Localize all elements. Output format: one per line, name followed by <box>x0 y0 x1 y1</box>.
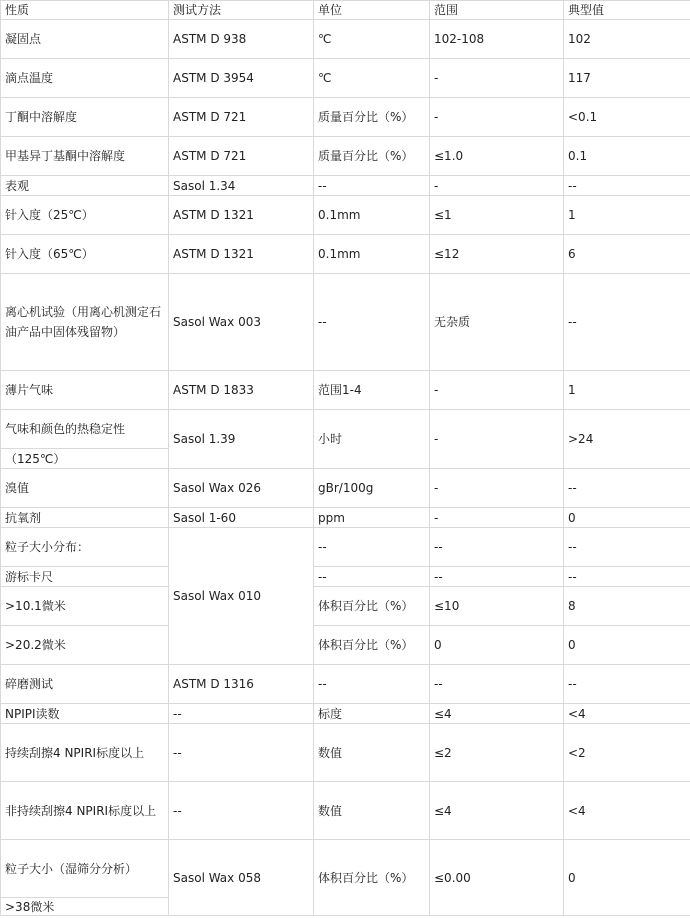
table-row <box>1 782 690 840</box>
range-cell: 0 <box>430 626 564 665</box>
property-cell: >38微米 <box>1 898 169 916</box>
table-row <box>1 840 690 898</box>
unit-cell: ℃ <box>314 59 430 98</box>
table-row <box>1 704 690 724</box>
table-row <box>1 137 690 176</box>
property-cell: 粒子大小分布： <box>1 528 169 567</box>
method-cell: ASTM D 1321 <box>169 196 314 235</box>
table-row <box>1 528 690 567</box>
property-cell: 溴值 <box>1 469 169 508</box>
unit-cell: gBr/100g <box>314 469 430 508</box>
range-cell: -- <box>430 528 564 567</box>
method-cell: -- <box>169 704 314 724</box>
property-cell: 非持续刮擦4 NPIRI标度以上 <box>1 782 169 840</box>
table-row <box>1 20 690 59</box>
unit-cell: -- <box>314 567 430 587</box>
method-cell: ASTM D 721 <box>169 137 314 176</box>
range-cell: ≤4 <box>430 704 564 724</box>
property-cell: >10.1微米 <box>1 587 169 626</box>
range-cell: ≤2 <box>430 724 564 782</box>
range-cell: ≤1.0 <box>430 137 564 176</box>
property-cell: 甲基异丁基酮中溶解度 <box>1 137 169 176</box>
property-cell: 抗氧剂 <box>1 508 169 528</box>
range-cell: ≤1 <box>430 196 564 235</box>
method-cell: -- <box>169 724 314 782</box>
range-cell: - <box>430 98 564 137</box>
typical-cell: 6 <box>564 235 690 274</box>
typical-cell: 117 <box>564 59 690 98</box>
unit-cell: 小时 <box>314 410 430 469</box>
unit-cell: ppm <box>314 508 430 528</box>
unit-cell: 0.1mm <box>314 235 430 274</box>
range-cell: ≤10 <box>430 587 564 626</box>
table-row <box>1 274 690 371</box>
range-cell: - <box>430 469 564 508</box>
property-cell: 针入度（65℃） <box>1 235 169 274</box>
range-cell: - <box>430 59 564 98</box>
property-cell: 持续刮擦4 NPIRI标度以上 <box>1 724 169 782</box>
range-cell: 102-108 <box>430 20 564 59</box>
table-row <box>1 665 690 704</box>
typical-cell: -- <box>564 665 690 704</box>
method-cell: Sasol Wax 058 <box>169 840 314 916</box>
table-row <box>1 98 690 137</box>
table-header-row <box>1 1 690 20</box>
range-cell: - <box>430 508 564 528</box>
unit-cell: 范围1-4 <box>314 371 430 410</box>
property-cell: 薄片气味 <box>1 371 169 410</box>
table-row <box>1 587 690 626</box>
unit-cell: 数值 <box>314 782 430 840</box>
property-cell: 凝固点 <box>1 20 169 59</box>
property-cell: （125℃） <box>1 449 169 469</box>
unit-cell: 标度 <box>314 704 430 724</box>
property-cell: >20.2微米 <box>1 626 169 665</box>
range-cell: ≤12 <box>430 235 564 274</box>
unit-cell: -- <box>314 274 430 371</box>
range-cell: 无杂质 <box>430 274 564 371</box>
typical-cell: <2 <box>564 724 690 782</box>
method-cell: Sasol Wax 026 <box>169 469 314 508</box>
typical-cell: -- <box>564 176 690 196</box>
method-cell: -- <box>169 782 314 840</box>
table-row <box>1 508 690 528</box>
typical-cell: 8 <box>564 587 690 626</box>
method-cell: Sasol Wax 010 <box>169 528 314 665</box>
typical-cell: 1 <box>564 196 690 235</box>
method-cell: Sasol Wax 003 <box>169 274 314 371</box>
property-cell: NPIPI读数 <box>1 704 169 724</box>
range-cell: ≤0.00 <box>430 840 564 916</box>
typical-cell: -- <box>564 528 690 567</box>
method-cell: ASTM D 938 <box>169 20 314 59</box>
unit-cell: 体积百分比（%） <box>314 626 430 665</box>
method-cell: ASTM D 3954 <box>169 59 314 98</box>
property-cell: 游标卡尺 <box>1 567 169 587</box>
range-cell: ≤4 <box>430 782 564 840</box>
table-row <box>1 176 690 196</box>
unit-cell: 质量百分比（%） <box>314 98 430 137</box>
table-row <box>1 567 690 587</box>
typical-cell: 1 <box>564 371 690 410</box>
range-cell: -- <box>430 665 564 704</box>
range-cell: - <box>430 371 564 410</box>
property-cell: 针入度（25℃） <box>1 196 169 235</box>
typical-cell: -- <box>564 567 690 587</box>
unit-cell: -- <box>314 176 430 196</box>
property-cell: 离心机试验（用离心机测定石油产品中固体残留物） <box>1 274 169 371</box>
table-row <box>1 469 690 508</box>
method-cell: Sasol 1-60 <box>169 508 314 528</box>
property-cell: 粒子大小（湿筛分分析） <box>1 840 169 898</box>
unit-cell: 体积百分比（%） <box>314 587 430 626</box>
typical-cell: 0 <box>564 840 690 916</box>
table-row <box>1 724 690 782</box>
typical-cell: 0 <box>564 626 690 665</box>
table-row <box>1 410 690 449</box>
range-cell: - <box>430 176 564 196</box>
range-cell: -- <box>430 567 564 587</box>
unit-cell: 体积百分比（%） <box>314 840 430 916</box>
unit-cell: 数值 <box>314 724 430 782</box>
header-cell: 性质 <box>1 1 169 20</box>
table-row <box>1 235 690 274</box>
typical-cell: -- <box>564 469 690 508</box>
property-cell: 气味和颜色的热稳定性 <box>1 410 169 449</box>
typical-cell: <4 <box>564 782 690 840</box>
table-row <box>1 196 690 235</box>
typical-cell: <0.1 <box>564 98 690 137</box>
table-row <box>1 59 690 98</box>
typical-cell: 0 <box>564 508 690 528</box>
table-row <box>1 371 690 410</box>
typical-cell: >24 <box>564 410 690 469</box>
range-cell: - <box>430 410 564 469</box>
property-cell: 表观 <box>1 176 169 196</box>
method-cell: Sasol 1.34 <box>169 176 314 196</box>
typical-cell: <4 <box>564 704 690 724</box>
typical-cell: 102 <box>564 20 690 59</box>
method-cell: ASTM D 1833 <box>169 371 314 410</box>
unit-cell: -- <box>314 665 430 704</box>
unit-cell: 质量百分比（%） <box>314 137 430 176</box>
unit-cell: 0.1mm <box>314 196 430 235</box>
header-cell: 范围 <box>430 1 564 20</box>
property-cell: 滴点温度 <box>1 59 169 98</box>
header-cell: 测试方法 <box>169 1 314 20</box>
method-cell: ASTM D 721 <box>169 98 314 137</box>
header-cell: 典型值 <box>564 1 690 20</box>
method-cell: Sasol 1.39 <box>169 410 314 469</box>
property-cell: 丁酮中溶解度 <box>1 98 169 137</box>
unit-cell: -- <box>314 528 430 567</box>
typical-cell: 0.1 <box>564 137 690 176</box>
method-cell: ASTM D 1316 <box>169 665 314 704</box>
method-cell: ASTM D 1321 <box>169 235 314 274</box>
header-cell: 单位 <box>314 1 430 20</box>
table-row <box>1 626 690 665</box>
typical-cell: -- <box>564 274 690 371</box>
property-cell: 碎磨测试 <box>1 665 169 704</box>
unit-cell: ℃ <box>314 20 430 59</box>
